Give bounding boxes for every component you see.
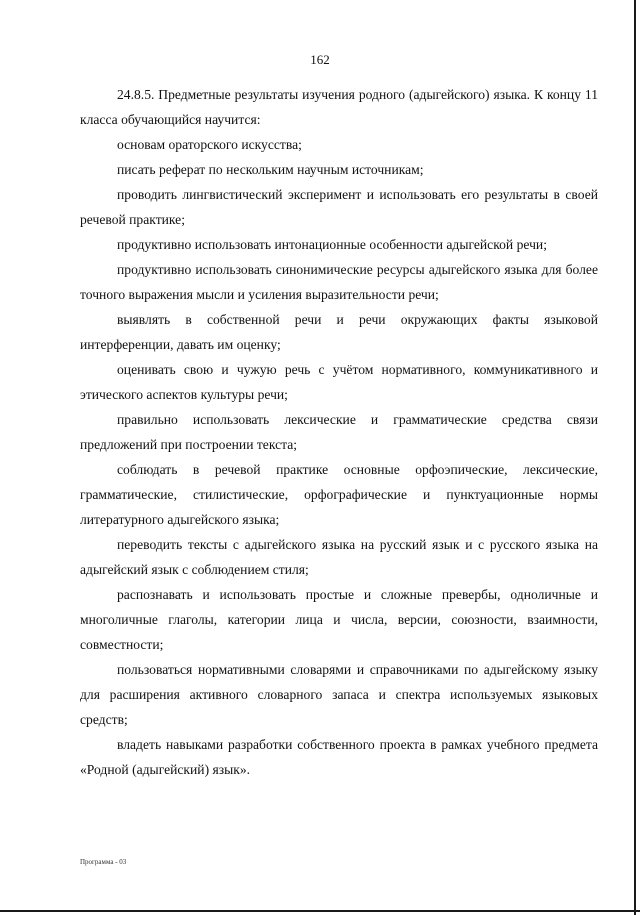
paragraph: переводить тексты с адыгейского языка на русский язык и с русского языка на адыгейский язык с соблюдением стиля; [80, 537, 598, 577]
paragraph: соблюдать в речевой практике основные орфоэпические, лексические, грамматические, стилистические, орфографические и пунктуационные нормы литературного адыгейского языка; [80, 462, 598, 527]
paragraph: продуктивно использовать интонационные особенности адыгейской речи; [117, 237, 547, 252]
paragraph: писать реферат по нескольким научным источникам; [117, 162, 424, 177]
paragraph: продуктивно использовать синонимические ресурсы адыгейского языка для более точного выражения мысли и усиления выразительности речи; [80, 262, 598, 302]
paragraph: пользоваться нормативными словарями и справочниками по адыгейскому языку для расширения активного словарного запаса и спектра используемых языковых средств; [80, 662, 598, 727]
paragraph: основам ораторского искусства; [117, 137, 302, 152]
paragraph: правильно использовать лексические и грамматические средства связи предложений при построении текста; [80, 412, 598, 452]
page-number: 162 [310, 52, 330, 67]
paragraph: выявлять в собственной речи и речи окружающих факты языковой интерференции, давать им оценку; [80, 312, 598, 352]
paragraph: оценивать свою и чужую речь с учётом нормативного, коммуникативного и этического аспектов культуры речи; [80, 362, 598, 402]
footer-label: Программа - 03 [80, 858, 127, 866]
paragraph: проводить лингвистический эксперимент и использовать его результаты в своей речевой практике; [80, 187, 598, 227]
scan-edge-right [634, 0, 636, 915]
scan-edge-bottom [0, 910, 640, 912]
paragraph: распознавать и использовать простые и сложные превербы, одноличные и многоличные глаголы, категории лица и числа, версии, союзности, взаимности, совместности; [80, 587, 598, 652]
document-body [80, 82, 598, 782]
paragraph-heading: 24.8.5. Предметные результаты изучения родного (адыгейского) языка. К концу 11 класса обучающийся научится: [80, 87, 598, 127]
paragraph: владеть навыками разработки собственного проекта в рамках учебного предмета «Родной (адыгейский) язык». [80, 737, 598, 777]
